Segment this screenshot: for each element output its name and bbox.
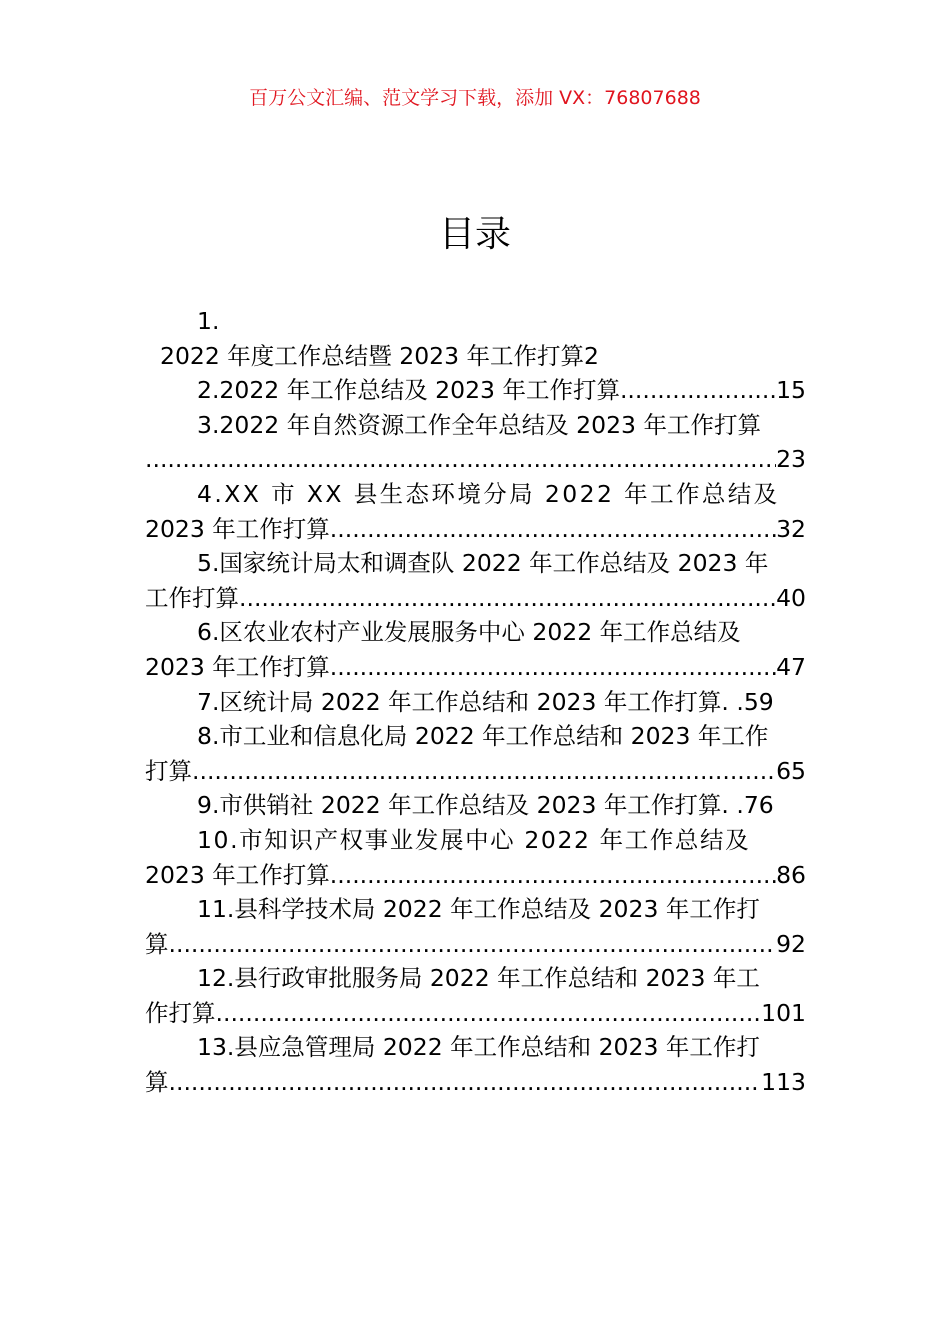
toc-page-number: 65: [776, 756, 806, 785]
toc-leader-dots: [620, 373, 776, 408]
toc-entry-3-line-1[interactable]: [145, 408, 806, 443]
toc-entry-6-line-2[interactable]: [145, 650, 806, 685]
toc-entry-13-line-1[interactable]: [145, 1030, 806, 1065]
toc-entry-4-line-1[interactable]: [145, 477, 806, 512]
toc-entry-1-line-2[interactable]: [145, 339, 806, 374]
toc-leader-dots: [169, 927, 777, 962]
toc-entry-6-line-1[interactable]: [145, 615, 806, 650]
toc-page-number: 113: [761, 1068, 806, 1097]
toc-page-number: 101: [761, 998, 806, 1027]
toc-page-number: 47: [776, 652, 806, 681]
toc-entry-5-line-2[interactable]: [145, 581, 806, 616]
toc-entry-text: 2023 年工作打算: [145, 514, 330, 543]
toc-entry-text: 5.国家统计局太和调查队 2022 年工作总结及 2023 年: [197, 549, 769, 578]
toc-entry-1-line-1[interactable]: [145, 304, 806, 339]
toc-entry-text: 2023 年工作打算: [145, 860, 330, 889]
toc-leader-dots: [216, 996, 762, 1031]
toc-page-number: 92: [776, 929, 806, 958]
toc-entry-10-line-2[interactable]: [145, 858, 806, 893]
toc-entry-12-line-1[interactable]: [145, 961, 806, 996]
toc-entry-2[interactable]: [145, 373, 806, 408]
toc-page-number: 40: [776, 583, 806, 612]
toc-entry-text: 2.2022 年工作总结及 2023 年工作打算: [197, 376, 620, 405]
toc-leader-dots: [169, 1065, 762, 1100]
toc-leader-dots: [192, 754, 776, 789]
toc-entry-7[interactable]: [145, 685, 806, 720]
toc-entry-3-line-2[interactable]: [145, 442, 806, 477]
toc-entry-text: 算: [145, 1068, 169, 1097]
toc-entry-text: 作打算: [145, 998, 216, 1027]
toc-entry-11-line-2[interactable]: [145, 927, 806, 962]
toc-entry-text: 算: [145, 929, 169, 958]
toc-entry-text: 9.市供销社 2022 年工作总结及 2023 年工作打算. .76: [197, 791, 774, 820]
toc-page-number: 23: [776, 445, 806, 474]
toc-page-number: 32: [776, 514, 806, 543]
toc-entry-11-line-1[interactable]: [145, 892, 806, 927]
toc-entry-text: 6.区农业农村产业发展服务中心 2022 年工作总结及: [197, 618, 741, 647]
toc-page-number: 86: [776, 860, 806, 889]
toc-entry-text: 3.2022 年自然资源工作全年总结及 2023 年工作打算: [197, 410, 761, 439]
page-title: 目录: [438, 214, 511, 255]
toc-entry-8-line-1[interactable]: [145, 719, 806, 754]
toc-leader-dots: [330, 650, 776, 685]
toc-leader-dots: [239, 581, 776, 616]
toc-entry-13-line-2[interactable]: [145, 1065, 806, 1100]
toc-entry-text: 打算: [145, 756, 192, 785]
table-of-contents: [145, 304, 806, 1100]
toc-entry-text: 13.县应急管理局 2022 年工作总结和 2023 年工作打: [197, 1033, 760, 1062]
toc-entry-text: 工作打算: [145, 583, 239, 612]
header-banner: 百万公文汇编、范文学习下载，添加 VX：76807688: [249, 87, 701, 109]
toc-entry-8-line-2[interactable]: [145, 754, 806, 789]
toc-page-number: 15: [776, 376, 806, 405]
toc-entry-text: 12.县行政审批服务局 2022 年工作总结和 2023 年工: [197, 964, 760, 993]
toc-entry-4-line-2[interactable]: [145, 512, 806, 547]
toc-entry-text: 11.县科学技术局 2022 年工作总结及 2023 年工作打: [197, 895, 760, 924]
toc-entry-5-line-1[interactable]: [145, 546, 806, 581]
toc-entry-text: 8.市工业和信息化局 2022 年工作总结和 2023 年工作: [197, 722, 769, 751]
toc-entry-text: 7.区统计局 2022 年工作总结和 2023 年工作打算. .59: [197, 687, 774, 716]
toc-entry-text: 4.XX 市 XX 县生态环境分局 2022 年工作总结及: [197, 479, 780, 508]
toc-entry-text: 2023 年工作打算: [145, 652, 330, 681]
toc-leader-dots: [330, 858, 776, 893]
toc-entry-12-line-2[interactable]: [145, 996, 806, 1031]
toc-entry-text: 10.市知识产权事业发展中心 2022 年工作总结及: [197, 825, 751, 854]
toc-entry-9[interactable]: [145, 788, 806, 823]
toc-entry-text: 2022 年度工作总结暨 2023 年工作打算2: [160, 341, 599, 370]
toc-leader-dots: [330, 512, 776, 547]
toc-entry-text: 1.: [197, 307, 220, 335]
toc-entry-10-line-1[interactable]: [145, 823, 806, 858]
toc-leader-dots: [145, 442, 776, 477]
